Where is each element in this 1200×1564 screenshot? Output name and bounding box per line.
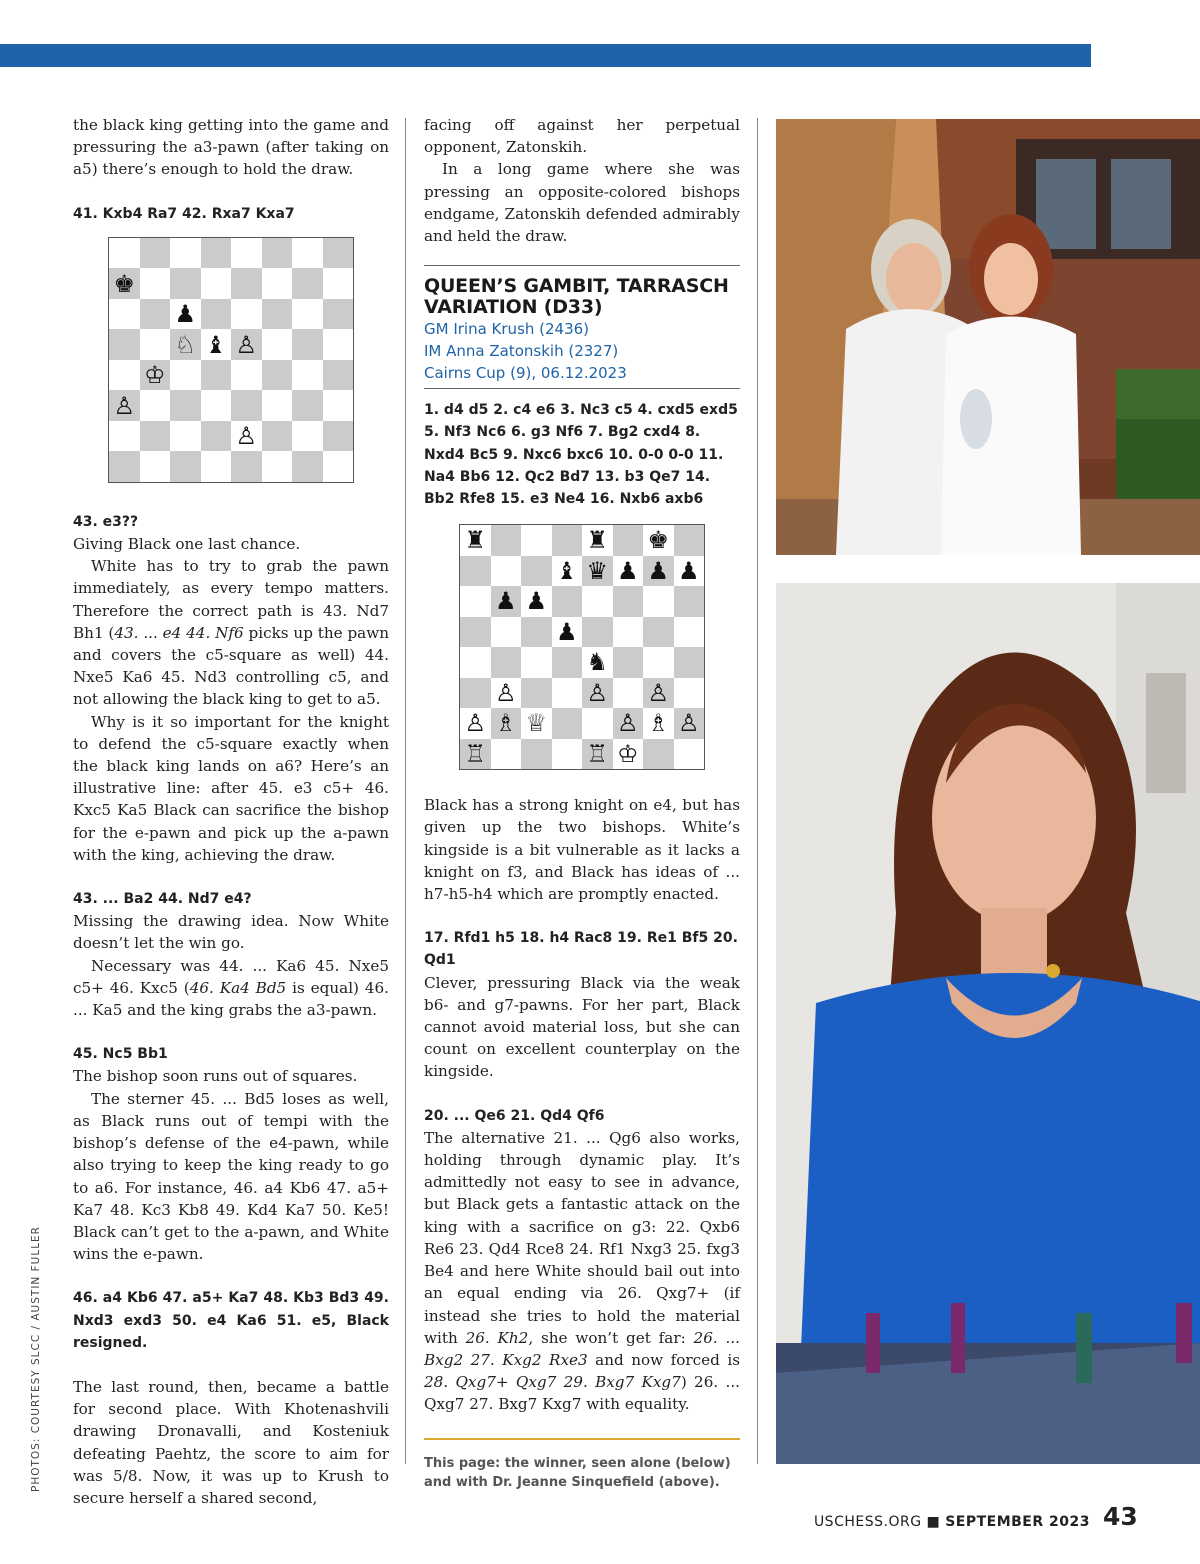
board-square [674, 647, 705, 678]
board-square [323, 360, 354, 391]
black-player: IM Anna Zatonskih (2327) [424, 342, 619, 361]
board-square [109, 329, 140, 360]
board-square [292, 421, 323, 452]
board-square [292, 390, 323, 421]
board-square [262, 299, 293, 330]
divider [424, 265, 740, 266]
photo-caption: This page: the winner, seen alone (below) and with Dr. Jeanne Sinquefield (above). [424, 1455, 731, 1490]
board-square [460, 739, 491, 770]
board-square [521, 647, 552, 678]
board-square [521, 739, 552, 770]
board-square [140, 390, 171, 421]
moves: 1. d4 d5 2. c4 e6 3. Nc3 c5 4. cxd5 exd5 5. Nf3 Nc6 6. g3 Nf6 7. Bg2 cxd4 8. Nxd4 Bc5 9. Nxc6 bxc6 10. 0-0 0-0 11. Na4 Bb6 12. Qc2 Bd7 13. b3 Qe7 14. Bb2 Rfe8 15. e3 Ne4 16. Nxb6 axb6 [424, 402, 738, 508]
black-bishop-icon: ♝ [555, 556, 578, 585]
board-square [323, 329, 354, 360]
board-square [552, 556, 583, 587]
top-color-bar [0, 44, 1091, 67]
board-square [582, 556, 613, 587]
board-square [491, 678, 522, 709]
column-right [424, 114, 740, 1492]
page-number: 43 [1103, 1502, 1138, 1531]
board-square [552, 647, 583, 678]
photo-credit: PHOTOS: COURTESY SLCC / AUSTIN FULLER [30, 1226, 42, 1492]
board-square [262, 329, 293, 360]
board-square [170, 329, 201, 360]
board-square [582, 708, 613, 739]
chess-diagram-2 [459, 524, 705, 770]
black-pawn-icon: ♟ [647, 556, 669, 585]
board-square [552, 739, 583, 770]
board-square [262, 268, 293, 299]
board-square [674, 525, 705, 556]
board-square [491, 708, 522, 739]
board-square [170, 421, 201, 452]
board-square [674, 678, 705, 709]
white-knight-icon: ♘ [174, 330, 196, 359]
board-square [613, 556, 644, 587]
board-square [140, 451, 171, 482]
board-square [613, 678, 644, 709]
board-square [109, 238, 140, 269]
moves: 46. a4 Kb6 47. a5+ Ka7 48. Kb3 Bd3 49. Nxd3 exd3 50. e4 Ka6 51. e5, Black resigned. [73, 1290, 389, 1351]
black-king-icon: ♚ [113, 269, 135, 298]
board-square [292, 268, 323, 299]
event-info: Cairns Cup (9), 06.12.2023 [424, 364, 627, 383]
board-square [582, 586, 613, 617]
paragraph: Necessary was 44. ... Ka6 45. Nxe5 c5+ 46. Kxc5 (46. Ka4 Bd5 is equal) 46. ... Ka5 and the king grabs the a3-pawn. [73, 956, 390, 1020]
black-pawn-icon: ♟ [555, 617, 578, 646]
board-square [521, 586, 552, 617]
board-square [613, 739, 644, 770]
board-square [109, 360, 140, 391]
board-square [460, 617, 491, 648]
white-pawn-icon: ♙ [647, 678, 669, 707]
board-square [231, 360, 262, 391]
white-pawn-icon: ♙ [113, 391, 135, 420]
board-square [521, 525, 552, 556]
white-bishop-icon: ♗ [494, 709, 517, 738]
board-square [201, 421, 232, 452]
board-square [201, 268, 232, 299]
board-square [674, 556, 705, 587]
board-square [262, 451, 293, 482]
white-king-icon: ♔ [616, 739, 639, 768]
paragraph: Clever, pressuring Black via the weak b6- and g7-pawns. For her part, Black cannot avoid material loss, but she can count on excellent counterplay on the kingside. [424, 973, 740, 1081]
board-square [323, 238, 354, 269]
black-pawn-icon: ♟ [677, 556, 700, 585]
board-square [521, 617, 552, 648]
moves: 20. ... Qe6 21. Qd4 Qf6 [424, 1107, 605, 1124]
black-queen-icon: ♛ [586, 556, 608, 585]
white-bishop-icon: ♗ [647, 709, 669, 738]
footer-site: USCHESS.ORG [813, 1514, 922, 1530]
board-square [552, 525, 583, 556]
board-square [140, 299, 171, 330]
board-square [201, 390, 232, 421]
paragraph: the black king getting into the game and pressuring the a3-pawn (after taking on a5) there’s enough to hold the draw. [73, 116, 389, 179]
white-player: GM Irina Krush (2436) [424, 320, 590, 339]
black-knight-icon: ♞ [586, 648, 608, 677]
paragraph: White has to try to grab the pawn immediately, as every tempo matters. Therefore the correct path is 43. Nd7 Bh1 (43. ... e4 44. Nf6 picks up the pawn and covers the c5-square as well) 44. Nxe5 Ka6 45. Nd3 controlling c5, and not allowing the black king to get to a5. [73, 557, 390, 709]
board-square [460, 556, 491, 587]
column-divider [757, 118, 758, 1464]
black-pawn-icon: ♟ [174, 300, 196, 329]
white-pawn-icon: ♙ [235, 422, 257, 451]
black-pawn-icon: ♟ [494, 587, 517, 616]
board-square [170, 451, 201, 482]
board-square [674, 586, 705, 617]
board-square [674, 739, 705, 770]
board-square [323, 390, 354, 421]
paragraph: Black has a strong knight on e4, but has given up the two bishops. White’s kingside is a bit vulnerable as it lacks a knight on f3, and Black has ideas of ... h7-h5-h4 which are promptly enacted. [424, 796, 740, 904]
board-square [552, 586, 583, 617]
board-square [552, 617, 583, 648]
divider [424, 388, 740, 389]
paragraph: Why is it so important for the knight to defend the c5-square exactly when the black king lands on a6? Here’s an illustrative line: after 45. e3 c5+ 46. Kxc5 Ka5 Black can sacrifice the bishop for the e-pawn and pick up the a-pawn with the king, achieving the draw. [73, 712, 389, 864]
board-square [582, 617, 613, 648]
board-square [643, 586, 674, 617]
board-square [643, 647, 674, 678]
board-square [109, 268, 140, 299]
board-square [140, 238, 171, 269]
board-square [292, 299, 323, 330]
photo-krush-sinquefield [776, 119, 1200, 555]
board-square [292, 451, 323, 482]
board-square [643, 617, 674, 648]
moves: 41. Kxb4 Ra7 42. Rxa7 Kxa7 [73, 205, 295, 222]
paragraph: Missing the drawing idea. Now White doesn’t let the win go. [73, 912, 389, 953]
board-square [582, 647, 613, 678]
board-square [491, 647, 522, 678]
board-square [231, 451, 262, 482]
board-square [674, 708, 705, 739]
board-square [231, 329, 262, 360]
board-square [521, 708, 552, 739]
board-square [170, 268, 201, 299]
board-square [491, 556, 522, 587]
white-pawn-icon: ♙ [616, 709, 639, 738]
board-square [109, 421, 140, 452]
board-square [292, 360, 323, 391]
paragraph: The sterner 45. ... Bd5 loses as well, as Black runs out of tempi with the bishop’s defense of the e4-pawn, while also trying to keep the king ready to go to a6. For instance, 46. a4 Kb6 47. a5+ Ka7 48. Kc3 Kb8 49. Kd4 Ka7 50. Ke5! Black can’t get to the a-pawn, and White wins the e-pawn. [73, 1089, 389, 1264]
board-square [460, 586, 491, 617]
board-square [643, 556, 674, 587]
board-square [613, 708, 644, 739]
board-square [323, 451, 354, 482]
black-king-icon: ♚ [647, 526, 669, 555]
white-pawn-icon: ♙ [235, 330, 257, 359]
board-square [323, 268, 354, 299]
board-square [109, 390, 140, 421]
board-square [460, 525, 491, 556]
board-square [491, 525, 522, 556]
paragraph: Giving Black one last chance. [73, 535, 301, 554]
black-rook-icon: ♜ [586, 526, 608, 555]
column-left [73, 114, 389, 1509]
board-square [323, 421, 354, 452]
footer: USCHESS.ORG ■ SEPTEMBER 2023 [813, 1514, 1090, 1530]
board-square [643, 739, 674, 770]
board-square [109, 451, 140, 482]
board-square [231, 299, 262, 330]
board-square [109, 299, 140, 330]
board-square [140, 329, 171, 360]
board-square [521, 678, 552, 709]
moves: 17. Rfd1 h5 18. h4 Rac8 19. Re1 Bf5 20. Qd1 [424, 930, 738, 969]
board-square [170, 390, 201, 421]
board-square [460, 708, 491, 739]
white-rook-icon: ♖ [586, 739, 608, 768]
caption-rule [424, 1438, 740, 1440]
board-square [231, 390, 262, 421]
board-square [231, 268, 262, 299]
white-rook-icon: ♖ [464, 739, 486, 768]
board-square [201, 238, 232, 269]
board-square [292, 329, 323, 360]
black-rook-icon: ♜ [464, 526, 486, 555]
black-bishop-icon: ♝ [204, 330, 227, 359]
white-queen-icon: ♕ [525, 709, 547, 738]
board-square [552, 678, 583, 709]
board-square [140, 360, 171, 391]
white-king-icon: ♔ [143, 361, 166, 390]
board-square [613, 586, 644, 617]
board-square [582, 678, 613, 709]
board-square [140, 268, 171, 299]
board-square [643, 525, 674, 556]
board-square [231, 421, 262, 452]
white-pawn-icon: ♙ [464, 709, 486, 738]
board-square [262, 238, 293, 269]
board-square [460, 647, 491, 678]
board-square [643, 678, 674, 709]
black-pawn-icon: ♟ [616, 556, 639, 585]
white-pawn-icon: ♙ [677, 709, 700, 738]
board-square [613, 525, 644, 556]
footer-issue: SEPTEMBER 2023 [945, 1514, 1090, 1530]
board-square [491, 586, 522, 617]
board-square [201, 360, 232, 391]
board-square [262, 421, 293, 452]
board-square [323, 299, 354, 330]
board-square [613, 617, 644, 648]
photo-krush [776, 583, 1200, 1464]
moves: 45. Nc5 Bb1 [73, 1046, 168, 1063]
board-square [262, 360, 293, 391]
paragraph: The last round, then, became a battle for second place. With Khotenashvili drawing Dronavalli, and Kosteniuk defeating Paehtz, the score to aim for was 5/8. Now, it was up to Krush to secure herself a shared second, [73, 1377, 389, 1507]
board-square [201, 451, 232, 482]
paragraph: facing off against her perpetual opponent, Zatonskih. [424, 116, 740, 157]
moves: 43. e3?? [73, 513, 139, 530]
board-square [460, 678, 491, 709]
column-divider [405, 118, 406, 1464]
board-square [582, 525, 613, 556]
moves: 43. ... Ba2 44. Nd7 e4? [73, 891, 252, 908]
board-square [201, 329, 232, 360]
board-square [613, 647, 644, 678]
board-square [491, 739, 522, 770]
board-square [643, 708, 674, 739]
board-square [231, 238, 262, 269]
paragraph: The bishop soon runs out of squares. [73, 1067, 358, 1086]
board-square [552, 708, 583, 739]
paragraph: In a long game where she was pressing an opposite-colored bishops endgame, Zatonskih defended admirably and held the draw. [424, 160, 740, 246]
board-square [674, 617, 705, 648]
white-pawn-icon: ♙ [494, 678, 517, 707]
chess-diagram-1 [108, 237, 354, 483]
board-square [292, 238, 323, 269]
game-heading: QUEEN’S GAMBIT, TARRASCH VARIATION (D33) [424, 275, 729, 319]
white-pawn-icon: ♙ [586, 678, 608, 707]
board-square [170, 360, 201, 391]
board-square [582, 739, 613, 770]
board-square [521, 556, 552, 587]
board-square [170, 238, 201, 269]
paragraph: The alternative 21. ... Qg6 also works, holding through dynamic play. It’s admittedly not easy to see in advance, but Black gets a fantastic attack on the king with a sacrifice on g3: 22. Qxb6 Re6 23. Qd4 Rce8 24. Rf1 Nxg3 25. fxg3 Be4 and here White should bail out into an equal ending via 26. Qxg7+ (if instead she tries to hold the material with 26. Kh2, she won’t get far: 26. ... Bxg2 27. Kxg2 Rxe3 and now forced is 28. Qxg7+ Qxg7 29. Bxg7 Kxg7) 26. ... Qxg7 27. Bxg7 Kxg7 with equality. [424, 1128, 740, 1414]
board-square [491, 617, 522, 648]
board-square [262, 390, 293, 421]
black-pawn-icon: ♟ [525, 587, 547, 616]
board-square [201, 299, 232, 330]
board-square [170, 299, 201, 330]
board-square [140, 421, 171, 452]
